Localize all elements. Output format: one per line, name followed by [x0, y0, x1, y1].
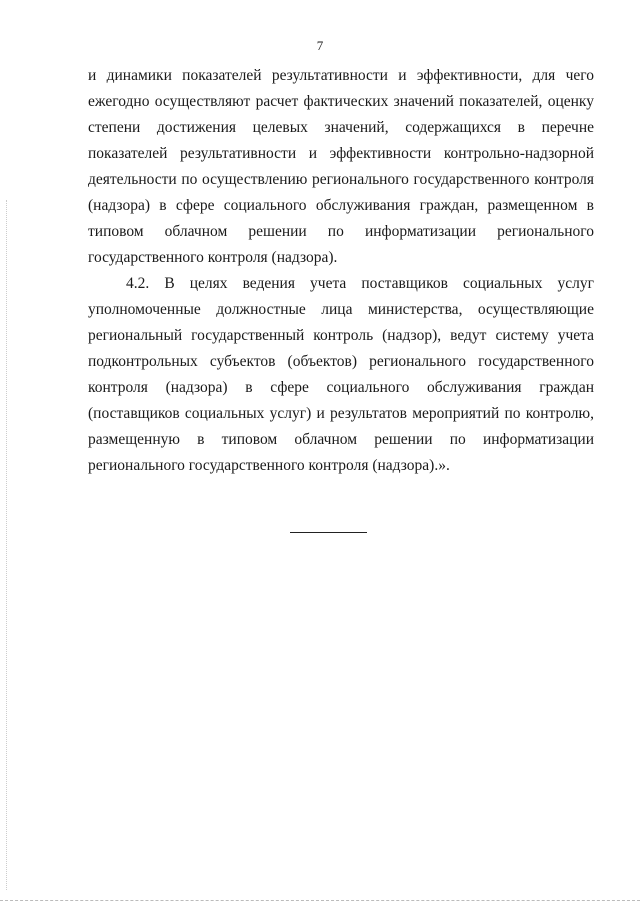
page-number: 7 — [316, 38, 324, 53]
text-line: регионального государственного контроля (надзора).». — [88, 457, 450, 474]
text-line: (поставщиков социальных услуг) и результатов мероприятий по контролю, — [88, 405, 594, 422]
text-line: ежегодно осуществляют расчет фактических значений показателей, оценку — [88, 93, 594, 110]
text-line: степени достижения целевых значений, содержащихся в перечне — [88, 119, 594, 136]
text-line: уполномоченные должностные лица министерства, осуществляющие — [88, 301, 594, 318]
text-line: региональный государственный контроль (надзор), ведут систему учета — [88, 327, 594, 344]
paragraph-start-line: 4.2. В целях ведения учета поставщиков социальных услуг — [126, 275, 594, 292]
scan-bottom-edge — [0, 900, 640, 901]
text-line: и динамики показателей результативности и эффективности, для чего — [88, 67, 594, 84]
text-line: государственного контроля (надзора). — [88, 249, 338, 266]
text-line: размещенную в типовом облачном решении по информатизации — [88, 431, 594, 448]
text-line: (надзора) в сфере социального обслуживания граждан, размещенном в — [88, 197, 594, 214]
closing-rule — [290, 532, 367, 533]
text-line: типовом облачном решении по информатизации регионального — [88, 223, 594, 240]
text-line: деятельности по осуществлению регионального государственного контроля — [88, 171, 594, 188]
scan-edge — [6, 200, 7, 890]
text-line: показателей результативности и эффективности контрольно-надзорной — [88, 145, 594, 162]
text-line: подконтрольных субъектов (объектов) регионального государственного — [88, 353, 594, 370]
text-line: контроля (надзора) в сфере социального обслуживания граждан — [88, 379, 594, 396]
